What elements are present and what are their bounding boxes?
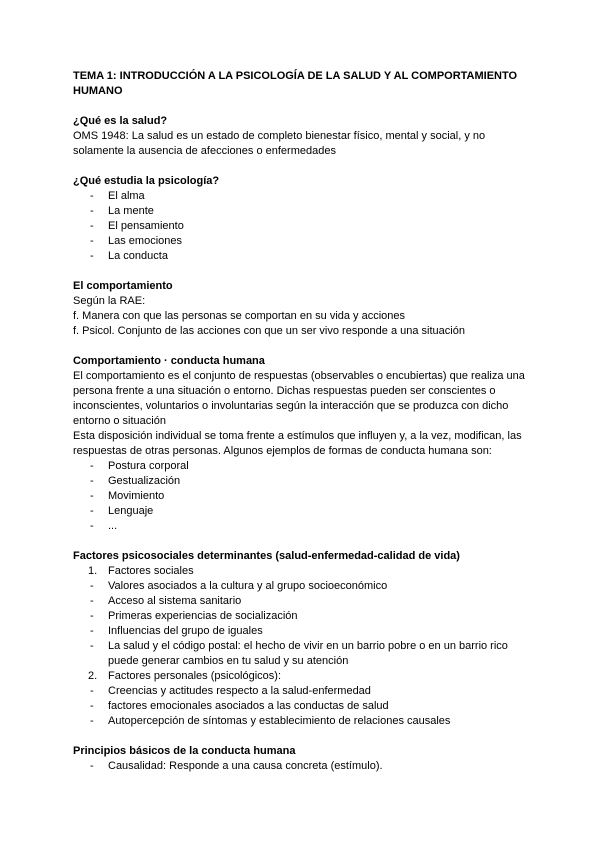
bullet-marker: - xyxy=(90,760,94,772)
section-que-estudia-psicologia xyxy=(73,174,533,264)
numbered-item: 2. Factores personales (psicológicos): xyxy=(88,670,282,682)
numbered-item: 1. Factores sociales xyxy=(88,565,194,577)
bullet-marker: - xyxy=(90,490,94,502)
bullet-list xyxy=(73,759,533,774)
list-item: - Autopercepción de síntomas y establecimiento de relaciones causales xyxy=(90,715,451,727)
list-item: - Gestualización xyxy=(90,475,181,487)
section-text: OMS 1948: La salud es un estado de completo bienestar físico, mental y social, y no solamente la ausencia de afecciones o enfermedades xyxy=(73,130,486,157)
list-item: - La conducta xyxy=(90,250,168,262)
bullet-marker: - xyxy=(90,235,94,247)
section-heading: Factores psicosociales determinantes (salud-enfermedad-calidad de vida) xyxy=(73,550,460,562)
bullet-marker: - xyxy=(90,205,94,217)
list-item: - Causalidad: Responde a una causa concreta (estímulo). xyxy=(90,760,383,772)
bullet-marker: - xyxy=(90,580,94,592)
section-que-es-la-salud xyxy=(73,114,533,159)
bullet-marker: - xyxy=(90,460,94,472)
list-item: - Valores asociados a la cultura y al grupo socioeconómico xyxy=(90,580,388,592)
list-item: - Primeras experiencias de socialización xyxy=(90,610,298,622)
bullet-marker: - xyxy=(90,625,94,637)
bullet-marker: - xyxy=(90,250,94,262)
section-factores-psicosociales xyxy=(73,549,533,729)
section-principios-basicos xyxy=(73,744,533,774)
list-item: - Lenguaje xyxy=(90,505,154,517)
section-heading: ¿Qué estudia la psicología? xyxy=(73,175,220,187)
bullet-marker: - xyxy=(90,610,94,622)
bullet-marker: - xyxy=(90,505,94,517)
page-title: TEMA 1: INTRODUCCIÓN A LA PSICOLOGÍA DE LA SALUD Y AL COMPORTAMIENTO HUMANO xyxy=(73,70,518,97)
number-marker: 1. xyxy=(88,565,98,577)
list-item: - Las emociones xyxy=(90,235,182,247)
bullet-list xyxy=(73,189,533,264)
document-content xyxy=(73,69,533,774)
bullet-marker: - xyxy=(90,190,94,202)
list-item: - El pensamiento xyxy=(90,220,184,232)
list-item: - La salud y el código postal: el hecho de vivir en un barrio pobre o en un barrio rico puede generar cambios en tu salud y su atención xyxy=(90,640,508,667)
bullet-list xyxy=(73,459,533,534)
list-item: - Movimiento xyxy=(90,490,165,502)
definition-line: Según la RAE: xyxy=(73,295,146,307)
list-item: - ... xyxy=(90,520,118,532)
number-marker: 2. xyxy=(88,670,98,682)
bullet-marker: - xyxy=(90,520,94,532)
list-item: - Creencias y actitudes respecto a la salud-enfermedad xyxy=(90,685,371,697)
section-heading: Principios básicos de la conducta humana xyxy=(73,745,296,757)
list-item: - Influencias del grupo de iguales xyxy=(90,625,263,637)
list-item: - Postura corporal xyxy=(90,460,189,472)
list-item: - Acceso al sistema sanitario xyxy=(90,595,242,607)
bullet-marker: - xyxy=(90,220,94,232)
numbered-list xyxy=(73,669,533,684)
section-heading: El comportamiento xyxy=(73,280,173,292)
bullet-marker: - xyxy=(90,640,94,652)
bullet-marker: - xyxy=(90,595,94,607)
bullet-list xyxy=(73,684,533,729)
list-item: - factores emocionales asociados a las conductas de salud xyxy=(90,700,389,712)
bullet-marker: - xyxy=(90,715,94,727)
bullet-marker: - xyxy=(90,700,94,712)
section-conducta-humana xyxy=(73,354,533,534)
bullet-marker: - xyxy=(90,475,94,487)
section-paragraph: El comportamiento es el conjunto de respuestas (observables o encubiertas) que realiza una persona frente a una situación o entorno. Dichas respuestas pueden ser conscientes o inconscientes, voluntarios o involuntarias según la interacción que se produzca con dicho entorno o situación xyxy=(73,370,525,427)
section-paragraph: Esta disposición individual se toma frente a estímulos que influyen y, a la vez, modifican, las respuestas de otras personas. Algunos ejemplos de formas de conducta humana son: xyxy=(73,430,522,457)
bullet-list xyxy=(73,579,533,669)
definition-line: f. Manera con que las personas se comportan en su vida y acciones xyxy=(73,310,406,322)
list-item: - El alma xyxy=(90,190,145,202)
section-heading: Comportamiento · conducta humana xyxy=(73,355,265,367)
numbered-list xyxy=(73,564,533,579)
section-heading: ¿Qué es la salud? xyxy=(73,115,168,127)
section-el-comportamiento xyxy=(73,279,533,339)
bullet-marker: - xyxy=(90,685,94,697)
definition-line: f. Psicol. Conjunto de las acciones con que un ser vivo responde a una situación xyxy=(73,325,465,337)
list-item: - La mente xyxy=(90,205,154,217)
